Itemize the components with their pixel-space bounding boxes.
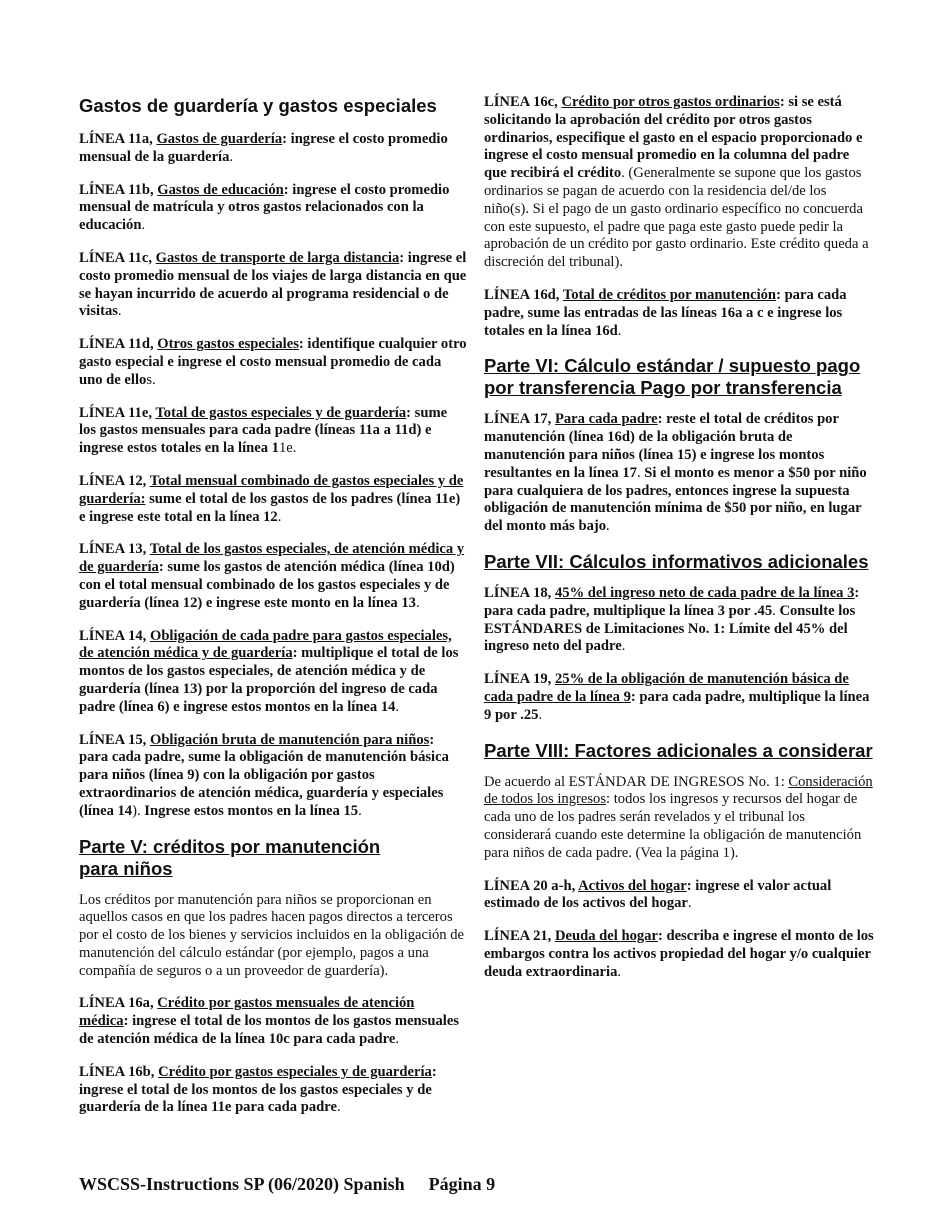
line-16a: LÍNEA 16a, Crédito por gastos mensuales de atención médica: ingrese el total de los montos de los gastos mensuales de atención médica de la línea 10c para cada padre. (79, 995, 459, 1048)
part-v-heading: Parte V: créditos por manutención para niños (79, 835, 381, 879)
line-15: LÍNEA 15, Obligación bruta de manutención para niños: para cada padre, sume la obligación de manutención básica para niños (línea 9) con la obligación por gastos extraordinarios de atención médica, guardería y especiales (línea 14). Ingrese estos montos en la línea 15. (79, 731, 449, 819)
line-11b: LÍNEA 11b, Gastos de educación: ingrese el costo promedio mensual de matrícula y otros gastos relacionados con la educación. (79, 181, 450, 234)
part-viii-heading: Parte VIII: Factores adicionales a considerar (484, 739, 873, 761)
right-column (484, 94, 874, 996)
line-19: LÍNEA 19, 25% de la obligación de manutención básica de cada padre de la línea 9: para cada padre, multiplique la línea 9 por .25. (484, 671, 870, 723)
line-11c: LÍNEA 11c, Gastos de transporte de larga distancia: ingrese el costo promedio mensual de los viajes de larga distancia en que se hayan incurrido de acuerdo al programa residencial o de visitas. (79, 249, 467, 320)
part-vii-heading: Parte VII: Cálculos informativos adicionales (484, 550, 869, 572)
line-14: LÍNEA 14, Obligación de cada padre para gastos especiales, de atención médica y de guardería: multiplique el total de los montos de los gastos especiales, de atención médica y de guardería (línea 13) por la proporción del ingreso de cada padre (línea 6) e ingrese estos montos en la línea 14. (79, 627, 459, 715)
line-20: LÍNEA 20 a-h, Activos del hogar: ingrese el valor actual estimado de los activos del hogar. (484, 877, 832, 912)
page-footer (79, 1174, 495, 1195)
part-vi-heading: Parte VI: Cálculo estándar / supuesto pago por transferencia Pago por transferencia (484, 355, 861, 399)
left-column (79, 94, 467, 1132)
line-16c: LÍNEA 16c, Crédito por otros gastos ordinarios: si se está solicitando la aprobación del crédito por otros gastos ordinarios, especifique el gasto en el espacio proporcionado e ingrese el costo mensual promedio en la columna del padre que recibirá el crédito. (Generalmente se supone que los gastos ordinarios se pagan de acuerdo con la residencia del/de los niño(s). Si el pago de un gasto ordinario específico no concuerda con este supuesto, el padre que paga este gasto puede pedir la aprobación de un crédito por gasto ordinario. Este crédito queda a discreción del tribunal). (484, 94, 869, 271)
line-16b: LÍNEA 16b, Crédito por gastos especiales y de guardería: ingrese el total de los montos de los gastos especiales y de guardería de la línea 11e para cada padre. (79, 1063, 437, 1116)
line-17: LÍNEA 17, Para cada padre: reste el total de créditos por manutención (línea 16d) de la obligación bruta de manutención para niños (línea 15) e ingrese los montos resultantes en la línea 17. Si el monto es menor a $50 por niño para cualquiera de los padres, entonces ingrese la supuesta obligación de manutención mínima de $50 por niño, en lugar del monto más bajo. (484, 411, 867, 535)
line-13: LÍNEA 13, Total de los gastos especiales, de atención médica y de guardería: sume los gastos de atención médica (línea 10d) con el total mensual combinado de los gastos especiales y de guardería (línea 12) e ingrese este monto en la línea 13. (79, 541, 465, 611)
line-12: LÍNEA 12, Total mensual combinado de gastos especiales y de guardería: sume el total de los gastos de los padres (línea 11e) e ingrese este total en la línea 12. (79, 472, 464, 525)
part-v-intro: Los créditos por manutención para niños se proporcionan en aquellos casos en que los padres hacen pagos directos a terceros por el costo de los bienes y servicios incluidos en la obligación de manutención del cálculo estándar (por ejemplo, pagos a una compañía de seguros o a un proveedor de guardería). (79, 891, 465, 979)
section-heading-childcare: Gastos de guardería y gastos especiales (79, 95, 437, 116)
line-18: LÍNEA 18, 45% del ingreso neto de cada padre de la línea 3: para cada padre, multiplique la línea 3 por .45. Consulte los ESTÁNDARES de Limitaciones No. 1: Límite del 45% del ingreso neto del padre. (484, 584, 860, 655)
line-16d: LÍNEA 16d, Total de créditos por manutención: para cada padre, sume las entradas de las líneas 16a a c e ingrese los totales en la línea 16d. (484, 286, 847, 339)
form-id: WSCSS-Instructions SP (06/2020) Spanish (79, 1174, 405, 1194)
line-11e: LÍNEA 11e, Total de gastos especiales y de guardería: sume los gastos mensuales para cada padre (líneas 11a a 11d) e ingrese estos totales en la línea 11e. (79, 404, 448, 457)
page-number: Página 9 (428, 1174, 496, 1194)
line-11d: LÍNEA 11d, Otros gastos especiales: identifique cualquier otro gasto especial e ingrese el costo mensual promedio de cada uno de ellos. (79, 336, 467, 388)
line-21: LÍNEA 21, Deuda del hogar: describa e ingrese el monto de los embargos contra los activos propiedad del hogar y/o cualquier deuda extraordinaria. (484, 928, 874, 980)
line-11a: LÍNEA 11a, Gastos de guardería: ingrese el costo promedio mensual de la guardería. (79, 131, 448, 165)
part-viii-intro: De acuerdo al ESTÁNDAR DE INGRESOS No. 1: Consideración de todos los ingresos: todos los ingresos y recursos del hogar de cada uno de los padres serán revelados y el tribunal los considerará cuando este determine la obligación de manutención para niños de cada padre. (Vea la página 1). (484, 773, 873, 861)
